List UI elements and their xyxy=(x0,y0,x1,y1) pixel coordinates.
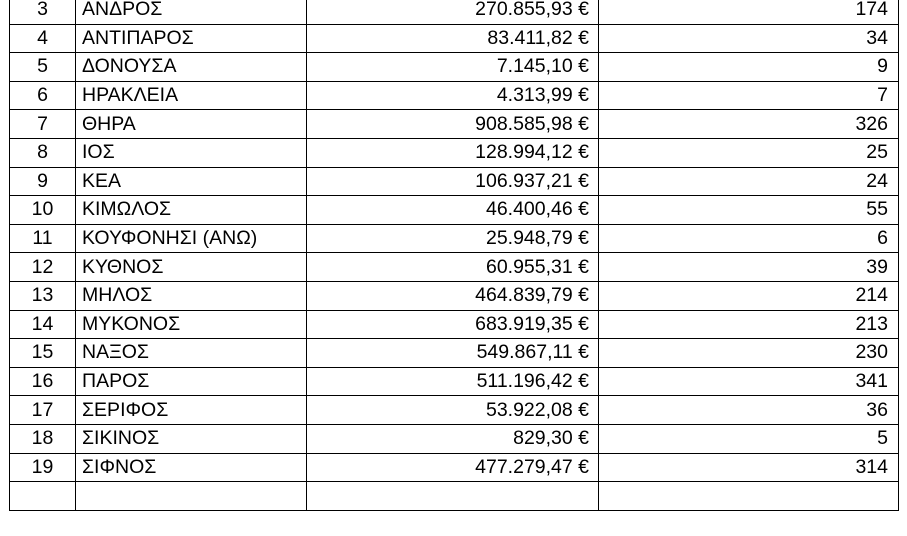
row-number-cell: 12 xyxy=(10,253,76,282)
amount-cell: 106.937,21 € xyxy=(307,167,599,196)
island-name-cell: ΚΙΜΩΛΟΣ xyxy=(76,196,307,225)
table-row xyxy=(10,367,899,396)
island-name-cell: ΣΕΡΙΦΟΣ xyxy=(76,396,307,425)
island-name-cell: ΚΟΥΦΟΝΗΣΙ (ΑΝΩ) xyxy=(76,224,307,253)
row-number-cell: 15 xyxy=(10,339,76,368)
table-row xyxy=(10,281,899,310)
amount-cell: 683.919,35 € xyxy=(307,310,599,339)
count-cell: 39 xyxy=(599,253,899,282)
amount-cell: 128.994,12 € xyxy=(307,138,599,167)
island-name-cell: ΗΡΑΚΛΕΙΑ xyxy=(76,81,307,110)
row-number-cell: 3 xyxy=(10,0,76,24)
row-number-cell: 19 xyxy=(10,453,76,482)
count-cell: 5 xyxy=(599,424,899,453)
table-row xyxy=(10,81,899,110)
amount-cell: 53.922,08 € xyxy=(307,396,599,425)
island-name-cell: ΙΟΣ xyxy=(76,138,307,167)
island-name-cell: ΣΙΦΝΟΣ xyxy=(76,453,307,482)
table-row xyxy=(10,167,899,196)
count-cell: 341 xyxy=(599,367,899,396)
amount-cell: 83.411,82 € xyxy=(307,24,599,53)
island-name-cell: ΠΑΡΟΣ xyxy=(76,367,307,396)
island-name-cell: ΜΗΛΟΣ xyxy=(76,281,307,310)
table-row xyxy=(10,310,899,339)
amount-cell: 7.145,10 € xyxy=(307,53,599,82)
count-cell: 214 xyxy=(599,281,899,310)
table-row xyxy=(10,396,899,425)
amount-cell: 829,30 € xyxy=(307,424,599,453)
table-row xyxy=(10,138,899,167)
table-row xyxy=(10,53,899,82)
island-name-cell: ΚΥΘΝΟΣ xyxy=(76,253,307,282)
count-cell: 34 xyxy=(599,24,899,53)
island-name-cell: ΝΑΞΟΣ xyxy=(76,339,307,368)
count-cell: 55 xyxy=(599,196,899,225)
count-cell: 9 xyxy=(599,53,899,82)
table-row xyxy=(10,424,899,453)
row-number-cell: 8 xyxy=(10,138,76,167)
count-cell: 24 xyxy=(599,167,899,196)
row-number-cell: 6 xyxy=(10,81,76,110)
count-cell: 6 xyxy=(599,224,899,253)
row-number-cell: 17 xyxy=(10,396,76,425)
table-row xyxy=(10,196,899,225)
count-cell xyxy=(599,482,899,511)
amount-cell: 270.855,93 € xyxy=(307,0,599,24)
row-number-cell: 7 xyxy=(10,110,76,139)
count-cell: 7 xyxy=(599,81,899,110)
island-name-cell: ΜΥΚΟΝΟΣ xyxy=(76,310,307,339)
amount-cell: 908.585,98 € xyxy=(307,110,599,139)
table-row xyxy=(10,482,899,511)
row-number-cell: 14 xyxy=(10,310,76,339)
island-name-cell: ΣΙΚΙΝΟΣ xyxy=(76,424,307,453)
table-row xyxy=(10,110,899,139)
row-number-cell: 9 xyxy=(10,167,76,196)
amount-cell: 511.196,42 € xyxy=(307,367,599,396)
count-cell: 25 xyxy=(599,138,899,167)
row-number-cell xyxy=(10,482,76,511)
row-number-cell: 18 xyxy=(10,424,76,453)
municipality-table xyxy=(9,0,899,511)
table-row xyxy=(10,24,899,53)
table-row xyxy=(10,453,899,482)
count-cell: 36 xyxy=(599,396,899,425)
amount-cell: 60.955,31 € xyxy=(307,253,599,282)
table-row xyxy=(10,339,899,368)
count-cell: 230 xyxy=(599,339,899,368)
amount-cell: 4.313,99 € xyxy=(307,81,599,110)
row-number-cell: 5 xyxy=(10,53,76,82)
count-cell: 213 xyxy=(599,310,899,339)
table-body xyxy=(10,0,899,510)
table-row xyxy=(10,0,899,24)
row-number-cell: 11 xyxy=(10,224,76,253)
island-name-cell xyxy=(76,482,307,511)
island-name-cell: ΑΝΔΡΟΣ xyxy=(76,0,307,24)
amount-cell: 46.400,46 € xyxy=(307,196,599,225)
table-row xyxy=(10,224,899,253)
island-name-cell: ΚΕΑ xyxy=(76,167,307,196)
row-number-cell: 10 xyxy=(10,196,76,225)
amount-cell: 25.948,79 € xyxy=(307,224,599,253)
island-name-cell: ΑΝΤΙΠΑΡΟΣ xyxy=(76,24,307,53)
row-number-cell: 13 xyxy=(10,281,76,310)
amount-cell: 477.279,47 € xyxy=(307,453,599,482)
amount-cell: 549.867,11 € xyxy=(307,339,599,368)
table-row xyxy=(10,253,899,282)
amount-cell xyxy=(307,482,599,511)
row-number-cell: 4 xyxy=(10,24,76,53)
island-name-cell: ΔΟΝΟΥΣΑ xyxy=(76,53,307,82)
island-name-cell: ΘΗΡΑ xyxy=(76,110,307,139)
count-cell: 326 xyxy=(599,110,899,139)
amount-cell: 464.839,79 € xyxy=(307,281,599,310)
count-cell: 174 xyxy=(599,0,899,24)
count-cell: 314 xyxy=(599,453,899,482)
row-number-cell: 16 xyxy=(10,367,76,396)
